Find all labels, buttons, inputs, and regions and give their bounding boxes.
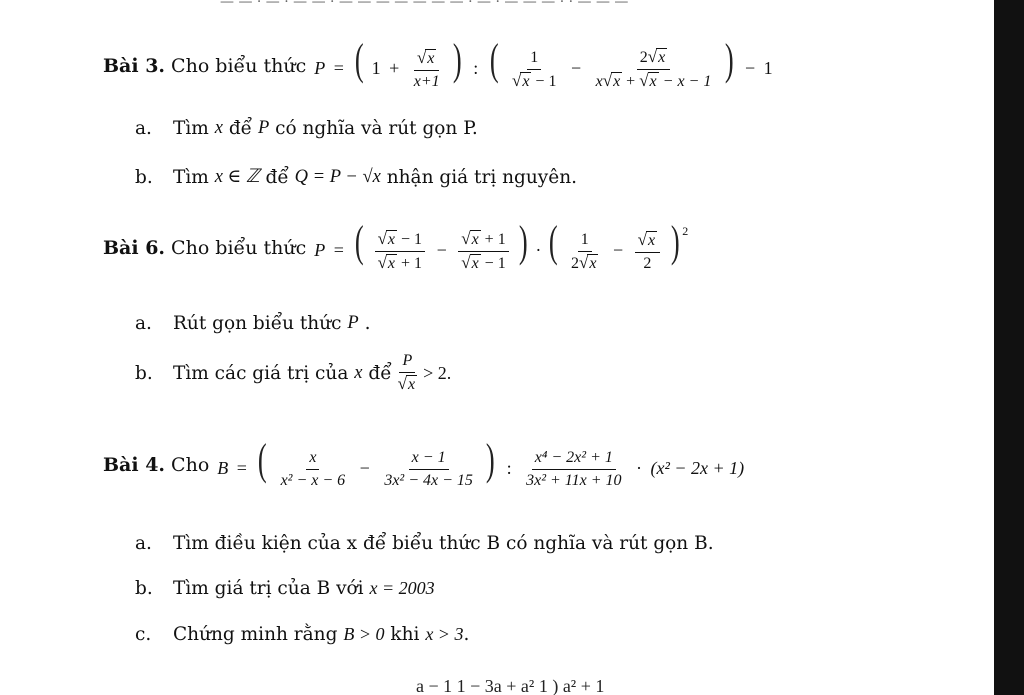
numerator: 1 [578,231,592,252]
problem-6-label: Bài 6. [103,236,166,259]
radicand: x [427,49,435,67]
radicand: x [647,231,656,249]
expr-name: P [314,240,326,260]
numerator: x [306,449,319,470]
part-letter: b. [135,166,153,188]
colon-sign: : [506,458,512,478]
right-paren: ) [724,35,734,84]
part-text: Tìm các giá trị của [173,362,349,384]
part-text: để [265,166,289,188]
punctuation: . [364,313,371,334]
equals-sign: = [333,240,344,260]
radicand: x [471,255,479,273]
problem-4-part-b [135,578,435,599]
problem-4-intro: Cho [171,454,210,477]
problem-6-part-a [135,313,370,334]
fraction [278,449,349,490]
part-text: nhận giá trị nguyên. [386,166,577,188]
problem-3-intro: Cho biểu thức [171,54,307,77]
dot-sign: · [535,240,542,260]
problem-4-formula [217,435,745,490]
radicand: x [407,376,416,393]
minus-sign: − [612,240,624,260]
fraction: 1 2 √ x [571,230,597,272]
const-one: 1 [763,58,773,78]
problem-3-formula [314,35,773,91]
x-factor: x [595,73,603,91]
numerator-tail: + 1 [484,231,506,249]
radicand: x [387,231,396,249]
denominator-tail: + 1 [401,255,423,273]
right-paren: ) [519,217,528,266]
right-paren: ) [486,435,496,484]
expr-name: P [314,58,326,78]
left-paren: ( [355,217,365,266]
trailing-factor: (x² − 2x + 1) [650,458,745,478]
variable: x [214,118,223,138]
exponent: 2 [682,224,689,238]
left-paren: ( [355,35,365,84]
variable: P [347,313,359,333]
fraction [381,449,476,490]
part-text: để [228,118,253,139]
problem-3-part-b [135,166,577,188]
numerator: x⁴ − 2x² + 1 [532,449,616,470]
bottom-fragment-text: a − 1 1 − 3a + a² 1 ) a² + 1 [416,676,605,695]
radicand: x [658,49,666,67]
problem-3-header [103,35,773,91]
radicand: x [589,254,597,272]
denominator-tail: − x − 1 [662,73,712,91]
minus-sign: − [436,240,447,260]
denominator: x+1 [413,72,440,90]
part-text: Chứng minh rằng [173,624,338,645]
relation: > 2. [423,362,452,383]
punctuation: . [463,624,470,645]
denominator: x² − x − 6 [280,472,346,490]
part-text: Tìm [173,118,209,139]
part-letter: a. [135,313,152,334]
radicand: x [387,255,396,273]
part-letter: a. [135,533,152,554]
problem-6-part-b [135,352,451,394]
part-letter: c. [135,624,152,645]
denominator: 3x² + 11x + 10 [526,472,622,490]
fraction: √ x x+1 [411,49,443,91]
colon-sign: : [473,58,479,78]
variable: P [257,118,270,138]
minus-sign: − [570,58,582,78]
minus-sign: − [745,58,756,78]
numerator: x − 1 [409,449,449,470]
problem-4-label: Bài 4. [103,454,166,477]
problem-4-part-a [135,533,714,554]
problem-4-header [103,435,745,490]
equals-sign: = [333,58,344,78]
problem-4-part-c [135,624,469,645]
dot-sign: · [636,458,642,478]
problem-3-part-a [135,118,478,139]
fraction: √ x − 1 √ x + 1 [375,230,425,273]
condition: x ∈ ℤ [214,167,260,187]
fraction: 1 √ x − 1 [511,48,557,90]
numerator: 1 [527,49,541,70]
problem-6-formula [314,217,689,273]
coefficient: 2 [571,254,580,272]
right-paren: ) [670,217,680,266]
denominator: 2 [643,254,652,272]
fraction: √ x 2 [635,231,660,273]
part-text: khi [390,624,420,645]
problem-6-header [103,217,689,273]
fraction: √ x + 1 √ x − 1 [458,230,508,273]
part-text: Tìm [173,166,209,188]
equals-sign: = [236,458,247,478]
coefficient: 2 [639,49,648,67]
fraction: 2 √ x x √ x + √ x − x − 1 [595,47,712,91]
expr-name: B [217,458,229,478]
part-text: để [368,362,392,384]
problem-6-intro: Cho biểu thức [171,236,307,259]
left-paren: ( [258,435,268,484]
right-frame-edge [994,0,1024,695]
minus-sign: − [359,458,370,478]
cropped-bottom-formula [96,676,876,695]
const-one: 1 [371,58,381,78]
part-text: có nghĩa và rút gọn P. [275,118,478,139]
fraction: P √ x [397,352,416,393]
left-paren: ( [489,35,499,84]
expression: x > 3 [425,624,464,644]
radicand: x [613,73,621,91]
part-text: Rút gọn biểu thức [173,313,342,334]
fraction [523,449,624,490]
radicand: x [522,72,530,90]
part-text: Tìm điều kiện của x để biểu thức B có nghĩa và rút gọn B. [173,533,714,554]
part-text: Tìm giá trị của B với [173,578,364,599]
expression: x = 2003 [369,578,435,598]
plus-sign: + [389,58,400,78]
radicand: x [649,73,657,91]
expression: Q = P − √x [294,166,381,187]
numerator-tail: − 1 [401,231,423,249]
variable: x [354,362,363,383]
left-paren: ( [548,217,558,266]
numerator: P [399,352,415,373]
denominator: 3x² − 4x − 15 [384,472,473,490]
part-letter: b. [135,362,153,384]
part-letter: b. [135,578,153,599]
problem-3-label: Bài 3. [103,54,166,77]
denominator-tail: − 1 [484,255,506,273]
expression: B > 0 [343,624,385,644]
right-paren: ) [453,35,462,84]
cropped-top-text: — — · — · — — · — — — — — — — · — · — — — · · — — — [220,0,629,8]
minus-sign: − [535,72,545,90]
part-letter: a. [135,118,152,139]
radicand: x [471,231,479,249]
